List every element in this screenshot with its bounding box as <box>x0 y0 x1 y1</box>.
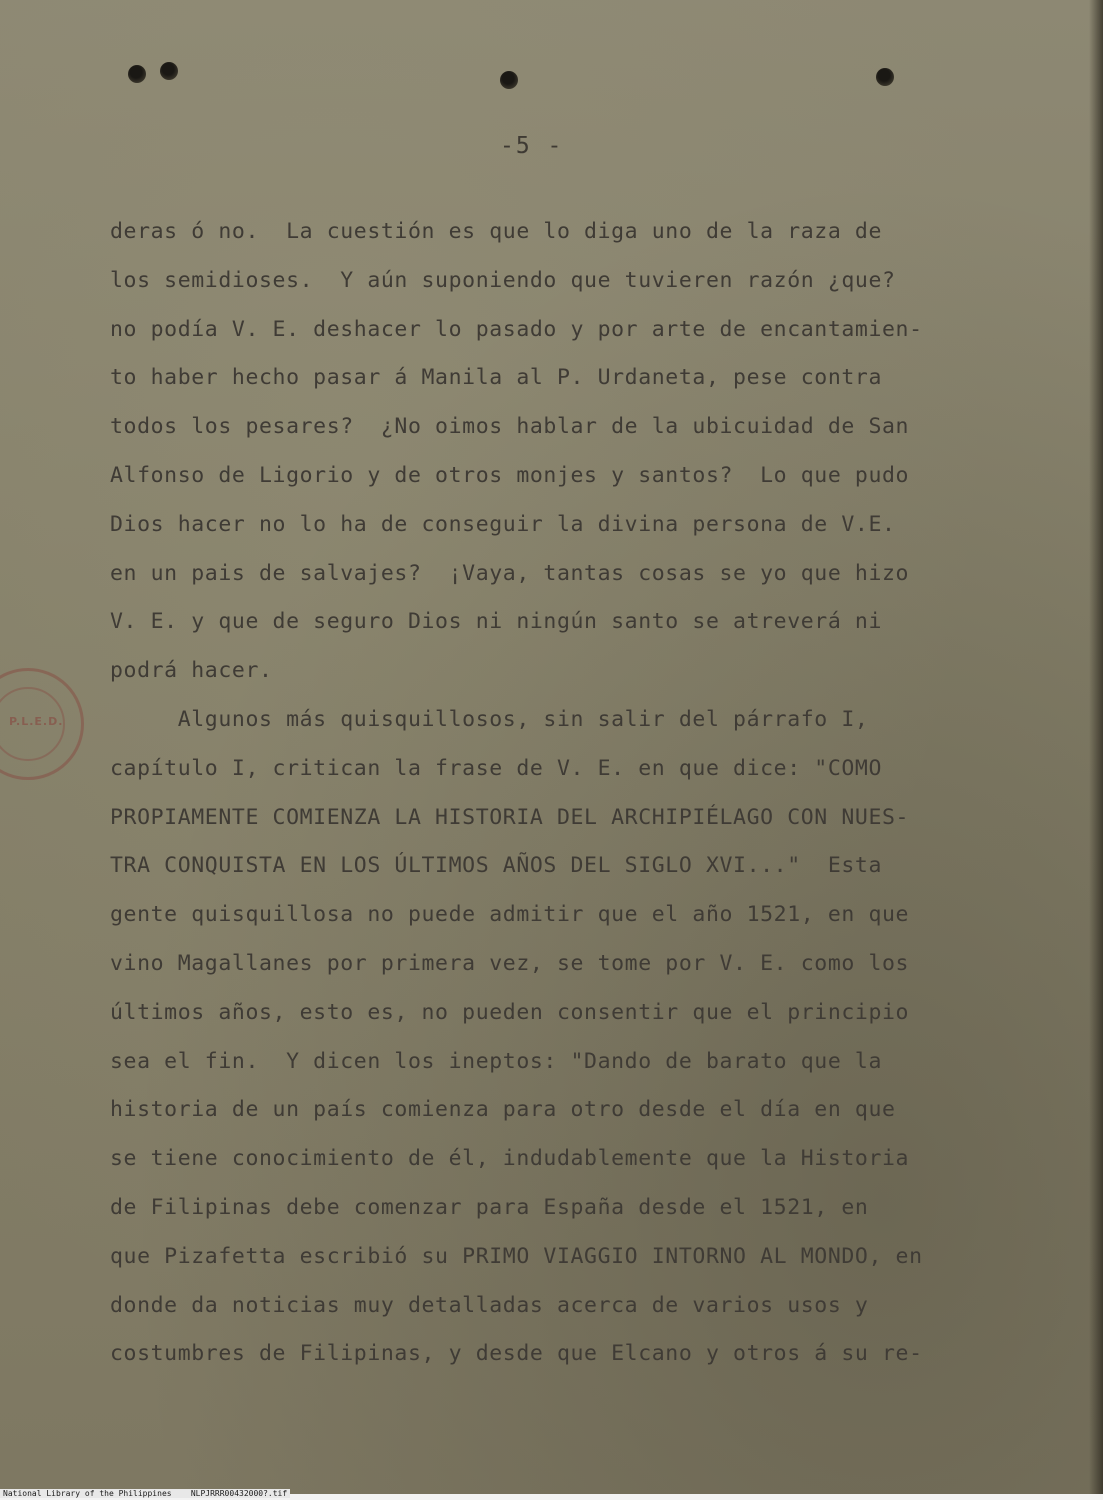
text-line: todos los pesares? ¿No oimos hablar de la ubicuidad de San <box>110 414 910 440</box>
text-line: costumbres de Filipinas, y desde que Elcano y otros á su re- <box>110 1341 923 1367</box>
text-line: los semidioses. Y aún suponiendo que tuvieren razón ¿que? <box>110 267 896 293</box>
text-line: historia de un país comienza para otro desde el día en que <box>110 1097 896 1123</box>
text-line: Algunos más quisquillosos, sin salir del párrafo I, <box>110 706 869 732</box>
library-stamp-label: P.L.E.D. <box>9 715 64 728</box>
text-line: podrá hacer. <box>110 658 273 684</box>
library-stamp <box>0 668 84 780</box>
text-line: to haber hecho pasar á Manila al P. Urdaneta, pese contra <box>110 365 883 391</box>
text-line: Alfonso de Ligorio y de otros monjes y santos? Lo que pudo <box>110 462 910 488</box>
text-line: Dios hacer no lo ha de conseguir la divina persona de V.E. <box>110 511 896 537</box>
text-line: V. E. y que de seguro Dios ni ningún santo se atreverá ni <box>110 609 883 635</box>
text-line: PROPIAMENTE COMIENZA LA HISTORIA DEL ARCHIPIÉLAGO CON NUES- <box>110 804 910 830</box>
text-line: donde da noticias muy detalladas acerca de varios usos y <box>110 1292 869 1318</box>
text-line: capítulo I, critican la frase de V. E. en que dice: "COMO <box>110 755 883 781</box>
punch-hole-center <box>500 71 518 89</box>
punch-hole-left <box>128 65 146 83</box>
page-edge-shadow <box>1089 0 1103 1500</box>
text-line: deras ó no. La cuestión es que lo diga uno de la raza de <box>110 219 883 244</box>
punch-hole-left-2 <box>160 62 178 80</box>
text-line: no podía V. E. deshacer lo pasado y por arte de encantamien- <box>110 316 923 342</box>
text-line: gente quisquillosa no puede admitir que el año 1521, en que <box>110 902 910 928</box>
page-number: -5 - <box>500 133 564 159</box>
text-line: en un pais de salvajes? ¡Vaya, tantas cosas se yo que hizo <box>110 560 910 586</box>
text-line: sea el fin. Y dicen los ineptos: "Dando de barato que la <box>110 1048 883 1074</box>
text-line: vino Magallanes por primera vez, se tome por V. E. como los <box>110 950 910 976</box>
text-line: últimos años, esto es, no pueden consentir que el principio <box>110 999 910 1025</box>
text-line: TRA CONQUISTA EN LOS ÚLTIMOS AÑOS DEL SIGLO XVI..." Esta <box>110 853 883 879</box>
punch-hole-right <box>876 68 894 86</box>
text-line: que Pizafetta escribió su PRIMO VIAGGIO INTORNO AL MONDO, en <box>110 1243 923 1269</box>
scan-footer-label: National Library of the Philippines NLPJRRR00432000?.tif <box>0 1489 290 1498</box>
typed-text-body <box>110 208 990 1379</box>
text-line: se tiene conocimiento de él, indudablemente que la Historia <box>110 1146 910 1172</box>
text-line: de Filipinas debe comenzar para España desde el 1521, en <box>110 1194 869 1220</box>
